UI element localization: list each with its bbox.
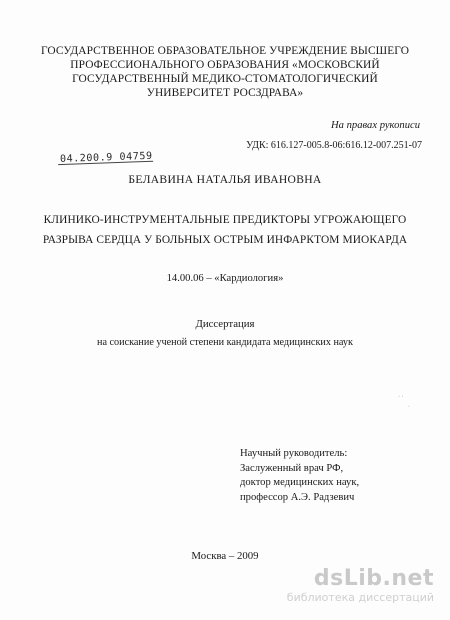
supervisor-line-2: Заслуженный врач РФ, [240, 462, 344, 474]
watermark-tagline: библиотека диссертаций [286, 591, 434, 604]
title-line-2: РАЗРЫВА СЕРДЦА У БОЛЬНЫХ ОСТРЫМ ИНФАРКТОМ МИОКАРДА [42, 234, 408, 246]
institution-line-1: ГОСУДАРСТВЕННОЕ ОБРАЗОВАТЕЛЬНОЕ УЧРЕЖДЕНИЕ ВЫСШЕГО [40, 45, 410, 57]
supervisor-block [240, 447, 359, 505]
institution-header [0, 44, 450, 100]
registration-number-text: 04.200.9 04759 [59, 150, 153, 165]
watermark-logo: dsLib.net [313, 566, 434, 591]
institution-line-4: УНИВЕРСИТЕТ РОСЗДРАВА» [146, 87, 304, 99]
degree-statement: на соискание ученой степени кандидата медицинских наук [97, 337, 353, 348]
scan-speck: · [408, 404, 410, 410]
supervisor-line-3: доктор медицинских наук, [240, 477, 360, 488]
supervisor-line-4: профессор А.Э. Радзевич [240, 491, 355, 503]
author-name: БЕЛАВИНА НАТАЛЬЯ ИВАНОВНА [128, 173, 322, 186]
udc-code: УДК: 616.127-005.8-06:616.12-007.251-07 [246, 140, 422, 151]
title-line-1: КЛИНИКО-ИНСТРУМЕНТАЛЬНЫЕ ПРЕДИКТОРЫ УГРОЖАЮЩЕГО [43, 214, 407, 226]
scan-speck: · · [398, 394, 404, 400]
document-type: Диссертация [195, 318, 255, 330]
institution-line-3: ГОСУДАРСТВЕННЫЙ МЕДИКО-СТОМАТОЛОГИЧЕСКИЙ [72, 73, 378, 85]
handwritten-registration-number [60, 151, 153, 165]
dslib-watermark [287, 567, 434, 605]
institution-line-2: ПРОФЕССИОНАЛЬНОГО ОБРАЗОВАНИЯ «МОСКОВСКИЙ [70, 59, 380, 71]
dissertation-title [0, 210, 450, 250]
city-and-year: Москва – 2009 [191, 550, 259, 562]
specialty-code: 14.00.06 – «Кардиология» [166, 273, 284, 284]
supervisor-line-1: Научный руководитель: [240, 448, 348, 459]
manuscript-rights-note: На правах рукописи [331, 120, 420, 131]
